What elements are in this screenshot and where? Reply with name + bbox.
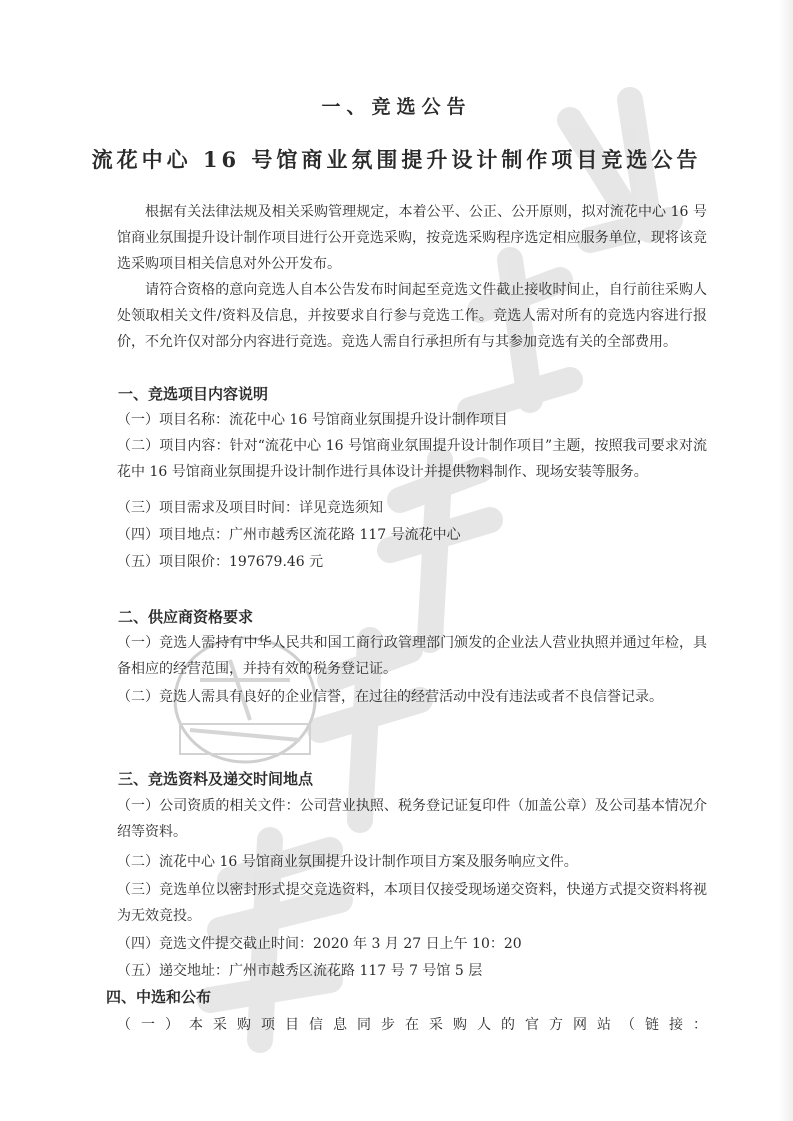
document-heading: 一、竞选公告: [321, 96, 472, 118]
section-1-item-4: （四）项目地点：广州市越秀区流花路 117 号流花中心: [117, 527, 461, 543]
section-2-item-2: （二）竞选人需具有良好的企业信誉，在过往的经营活动中没有违法或者不良信誉记录。: [117, 689, 663, 705]
section-3-item-5: （五）递交地址：广州市越秀区流花路 117 号 7 号馆 5 层: [117, 963, 483, 979]
section-4-title: 四、中选和公布: [106, 988, 212, 1006]
section-3-title: 三、竞选资料及递交时间地点: [118, 770, 314, 788]
section-4-item-1: （一）本采购项目信息同步在采购人的官方网站（链接：: [117, 1017, 707, 1033]
section-2-title: 二、供应商资格要求: [118, 608, 254, 626]
section-1-item-3: （三）项目需求及项目时间：详见竞选须知: [117, 500, 383, 516]
document-title: 流花中心 16 号馆商业氛围提升设计制作项目竞选公告: [91, 147, 702, 172]
section-2-item-1: （一）竞选人需持有中华人民共和国工商行政管理部门颁发的企业法人营业执照并通过年检，具备相应的经营范围，并持有效的税务登记证。: [117, 635, 707, 677]
section-1-item-1: （一）项目名称：流花中心 16 号馆商业氛围提升设计制作项目: [117, 412, 508, 428]
section-3-item-2: （二）流花中心 16 号馆商业氛围提升设计制作项目方案及服务响应文件。: [117, 854, 578, 870]
section-3-item-1: （一）公司资质的相关文件：公司营业执照、税务登记证复印件（加盖公章）及公司基本情况介绍等资料。: [117, 798, 707, 840]
intro-paragraph-1: 根据有关法律法规及相关采购管理规定，本着公平、公正、公开原则，拟对流花中心 16 号馆商业氛围提升设计制作项目进行公开竞选采购，按竞选采购程序选定相应服务单位，现将该竞选采购项目相关信息对外公开发布。: [117, 204, 707, 272]
section-1-title: 一、竞选项目内容说明: [118, 385, 269, 403]
intro-paragraph-2: 请符合资格的意向竞选人自本公告发布时间起至竞选文件截止接收时间止，自行前往采购人处领取相关文件/资料及信息，并按要求自行参与竞选工作。竞选人需对所有的竞选内容进行报价，不允许仅对部分内容进行竞选。竞选人需自行承担所有与其参加竞选有关的全部费用。: [117, 282, 707, 350]
section-1-item-2: （二）项目内容：针对“流花中心 16 号馆商业氛围提升设计制作项目”主题，按照我司要求对流花中 16 号馆商业氛围提升设计制作进行具体设计并提供物料制作、现场安装等服务。: [117, 438, 707, 480]
section-3-item-3: （三）竞选单位以密封形式提交竞选资料，本项目仅接受现场递交资料，快递方式提交资料将视为无效竞投。: [117, 882, 707, 924]
section-1-item-5: （五）项目限价：197679.46 元: [117, 554, 324, 570]
section-3-item-4: （四）竞选文件提交截止时间：2020 年 3 月 27 日上午 10：20: [117, 936, 522, 952]
